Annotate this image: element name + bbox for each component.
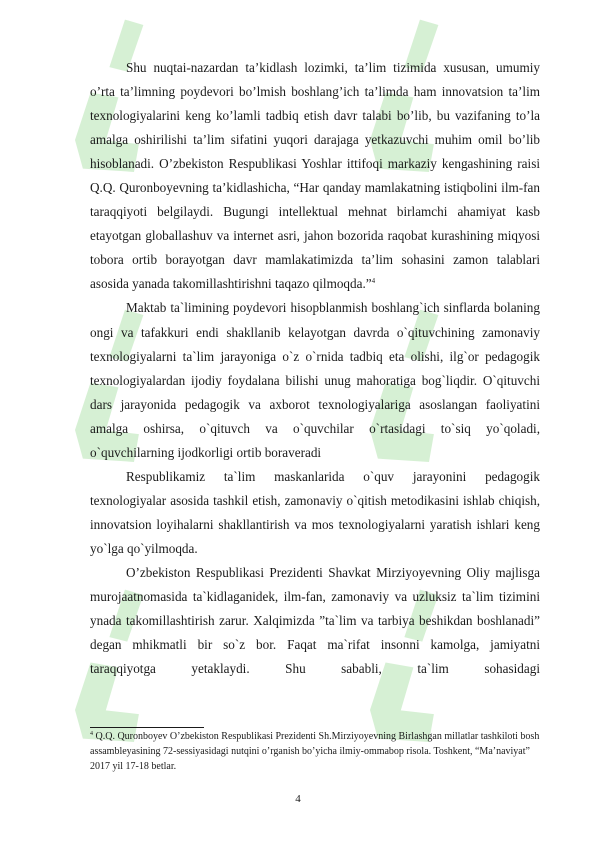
- paragraph-1: [90, 56, 540, 296]
- footnote-separator: [90, 727, 204, 728]
- body-text: [90, 56, 540, 681]
- paragraph-4: O’zbekiston Respublikasi Prezidenti Shavkat Mirziyoyevning Oliy majlisga murojaatnomasida ta`kidlaganidek, ilm-fan, zamonaviy va uzluksiz ta`lim tizimini ynada takomillashtirish zarur. Xalqimizda ”ta`lim va tarbiya beshikdan boshlanadi” degan mhikmatli bir so`z bor. Faqat ma`rifat insonni kamolga, jamiyatni taraqqiyotga yetaklaydi. Shu sababli, ta`lim sohasidagi: [90, 564, 540, 677]
- footnote: [90, 730, 540, 774]
- footnote-reference: 4: [371, 277, 376, 286]
- footnote-marker: 4: [90, 731, 93, 737]
- page-number: 4: [295, 793, 301, 805]
- paragraph-3: Respublikamiz ta`lim maskanlarida o`quv jarayonini pedagogik texnologiyalar asosida tashkil etish, zamonaviy o`qitish metodikasini ishlab chiqish, innovatsion loyihalarni shakllantirish va mos texnologiyalarni yaratish ishlari keng yo`lga qo`yilmoqda.: [90, 468, 540, 556]
- paragraph-1-text: Shu nuqtai-nazardan ta’kidlash lozimki, ta’lim tizimida xususan, umumiy o’rta ta’limning poydevori bo’lmish boshlang’ich ta’limda ham innovatsion ta’lim texnologiyalarini keng ko’lamli tadbiq etish davr talabi bo’lib, bu vazifaning to’la amalga oshirilishi ta’lim sifatini yuqori darajaga yetkazuvchi muhim omil bo’lib hisoblanadi. O’zbekiston Respublikasi Yoshlar ittifoqi markaziy kengashining raisi Q.Q. Quronboyevning ta’kidlashicha, “Har qanday mamlakatning istiqbolini ilm-fan taraqqiyoti belgilaydi. Bugungi intellektual mehnat birlamchi ahamiyat kasb etayotgan globallashuv va internet asri, jahon bozorida raqobat kurashining miqyosi tobora ortib borayotgan davr mamlakatimizda ta’lim sohasini zamon talablari asosida yanada takomillashtirishni taqazo qilmoqda.”: [90, 60, 540, 292]
- footnote-text: Q.Q. Quronboyev O’zbekiston Respublikasi Prezidenti Sh.Mirziyoyevning Birlashgan millatlar tashkiloti bosh assambleyasining 72-sessiyasidagi nutqini o’rganish bo’yicha ilmiy-ommabop risola. Toshkent, “Ma’naviyat” 2017 yil 17-18 betlar.: [90, 731, 540, 772]
- paragraph-2: Maktab ta`limining poydevori hisopblanmish boshlang`ich sinflarda bolaning ongi va tafakkuri endi shakllanib kelayotgan davrda o`qituvchining zamonaviy texnologiyalarni ta`lim jarayoniga o`z o`rnida tadbiq eta olishi, ilg`or pedagogik texnologiyalardan ijodiy foydalana bilishi unug mahoratiga bog`liqdir. O`qituvchi dars jarayonida pedagogik va axborot texnologiyalariga asoslangan faoliyatini amalga oshirsa, o`qituvch va o`quvchilar o`rtasidagi to`siq yo`qoladi, o`quvchilarning ijodkorligi ortib boraveradi: [90, 300, 540, 460]
